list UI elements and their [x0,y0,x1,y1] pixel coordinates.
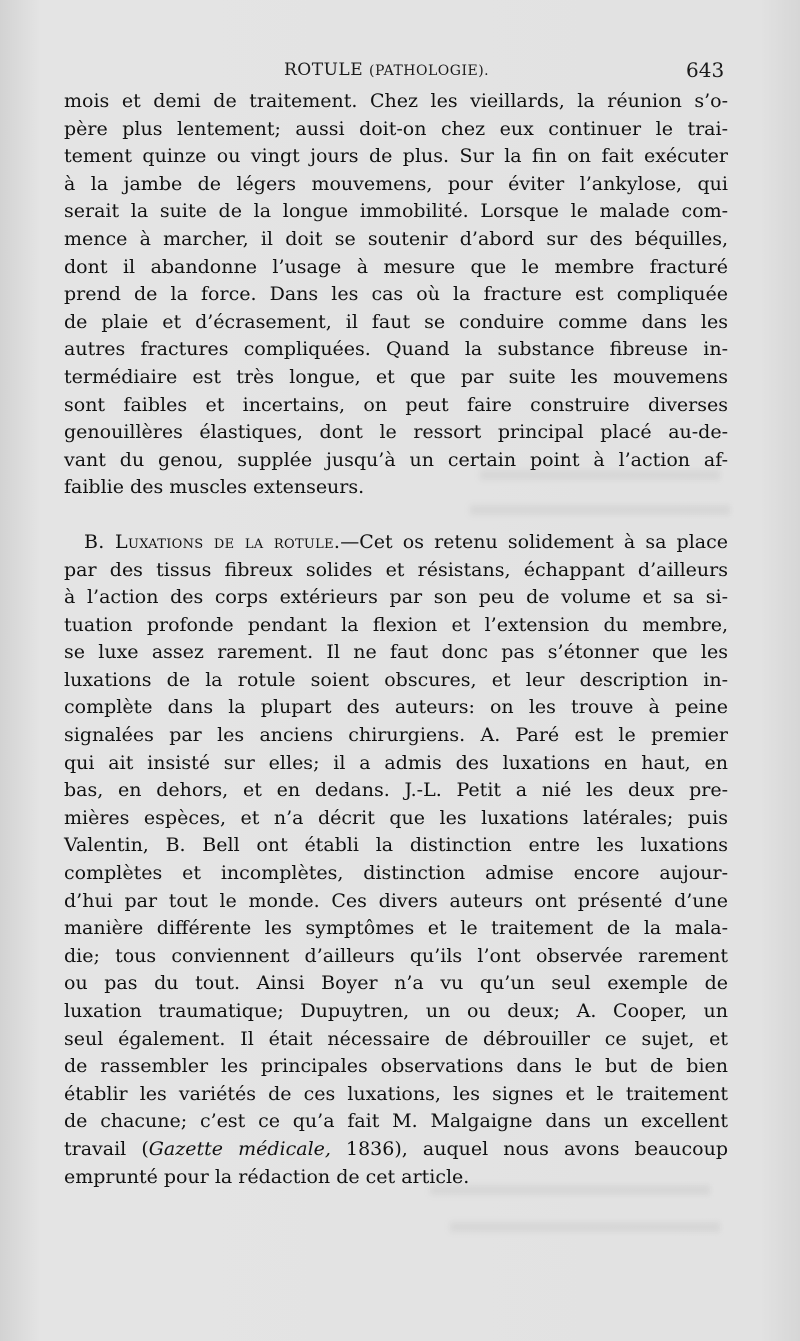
text-line: ou pas du tout. Ainsi Boyer n’a vu qu’un seul exemple de [64,972,728,995]
text-run: travail ( [64,1137,149,1160]
text-line: mois et demi de traitement. Chez les vieillards, la réunion s’o- [64,90,728,112]
text-line: seul également. Il était nécessaire de débrouiller ce sujet, et [64,1027,728,1050]
text-line: autres fractures compliquées. Quand la substance fibreuse in- [64,338,728,361]
text-line: luxations de la rotule soient obscures, et leur description in- [64,668,728,691]
running-title-main: ROTULE [284,60,364,80]
show-through-mark [450,1222,720,1232]
text-run: —Cet os retenu solidement à sa place [340,530,729,553]
text-line: père plus lentement; aussi doit-on chez eux continuer le trai- [64,117,728,140]
page-number: 643 [686,58,725,82]
text-line: signalées par les anciens chirurgiens. A. Paré est le premier [64,724,728,747]
text-line: à l’action des corps extérieurs par son peu de volume et sa si- [64,586,728,609]
text-line: mières espèces, et n’a décrit que les luxations latérales; puis [64,806,728,829]
text-line: die; tous conviennent d’ailleurs qu’ils l’ont observée rarement [64,944,728,967]
text-line: complète dans la plupart des auteurs: on les trouve à peine [64,696,728,719]
text-line: de chacune; c’est ce qu’a fait M. Malgaigne dans un excellent [64,1110,728,1133]
text-line: Valentin, B. Bell ont établi la distinction entre les luxations [64,834,728,857]
text-line: faiblie des muscles extenseurs. [64,476,365,499]
text-line: complètes et incomplètes, distinction admise encore aujour- [64,862,728,885]
paragraph-1 [64,88,728,502]
text-line: luxation traumatique; Dupuytren, un ou deux; A. Cooper, un [64,1000,728,1022]
paragraph-gap [64,502,728,529]
text-line: tuation profonde pendant la flexion et l’extension du membre, [64,613,728,636]
paragraph-2 [64,529,728,1191]
text-line: de plaie et d’écrasement, il faut se conduire comme dans les [64,310,728,333]
text-line: serait la suite de la longue immobilité. Lorsque le malade com- [64,200,728,223]
text-line: vant du genou, supplée jusqu’à un certain point à l’action af- [64,448,728,471]
text-line: qui ait insisté sur elles; il a admis des luxations en haut, en [64,751,728,774]
text-line: à la jambe de légers mouvemens, pour éviter l’ankylose, qui [64,172,728,195]
citation-title: Gazette médicale, [148,1137,331,1160]
text-line: manière différente les symptômes et le traitement de la mala- [64,917,728,940]
body-text [64,88,728,1191]
text-line: dont il abandonne l’usage à mesure que le membre fracturé [64,255,728,278]
text-line: sont faibles et incertains, on peut faire construire diverses [64,393,728,416]
text-line: d’hui par tout le monde. Ces divers auteurs ont présenté d’une [64,889,728,912]
running-title-sub: (PATHOLOGIE). [369,63,490,79]
text-run: 1836), auquel nous avons beaucoup [330,1137,728,1160]
text-line: établir les variétés de ces luxations, les signes et le traitement [64,1082,728,1105]
text-line: se luxe assez rarement. Il ne faut donc pas s’étonner que les [64,641,728,664]
text-line: mence à marcher, il doit se soutenir d’abord sur des béquilles, [64,227,728,250]
text-line: de rassembler les principales observations dans le but de bien [64,1055,728,1078]
text-line: tement quinze ou vingt jours de plus. Sur la fin on fait exécuter [64,145,728,168]
text-line: emprunté pour la rédaction de cet article. [64,1165,470,1188]
text-line: bas, en dehors, et en dedans. J.-L. Petit a nié les deux pre- [64,779,728,802]
text-line [64,1136,728,1164]
text-line: prend de la force. Dans les cas où la fracture est compliquée [64,283,728,306]
running-title [284,60,489,80]
section-heading: B. Luxations de la rotule. [84,530,341,553]
text-line: genouillères élastiques, dont le ressort principal placé au-de- [64,421,728,444]
running-head [0,56,800,86]
text-line: termédiaire est très longue, et que par suite les mouvemens [64,365,728,388]
text-line: par des tissus fibreux solides et résistans, échappant d’ailleurs [64,558,728,581]
text-line [64,529,728,557]
